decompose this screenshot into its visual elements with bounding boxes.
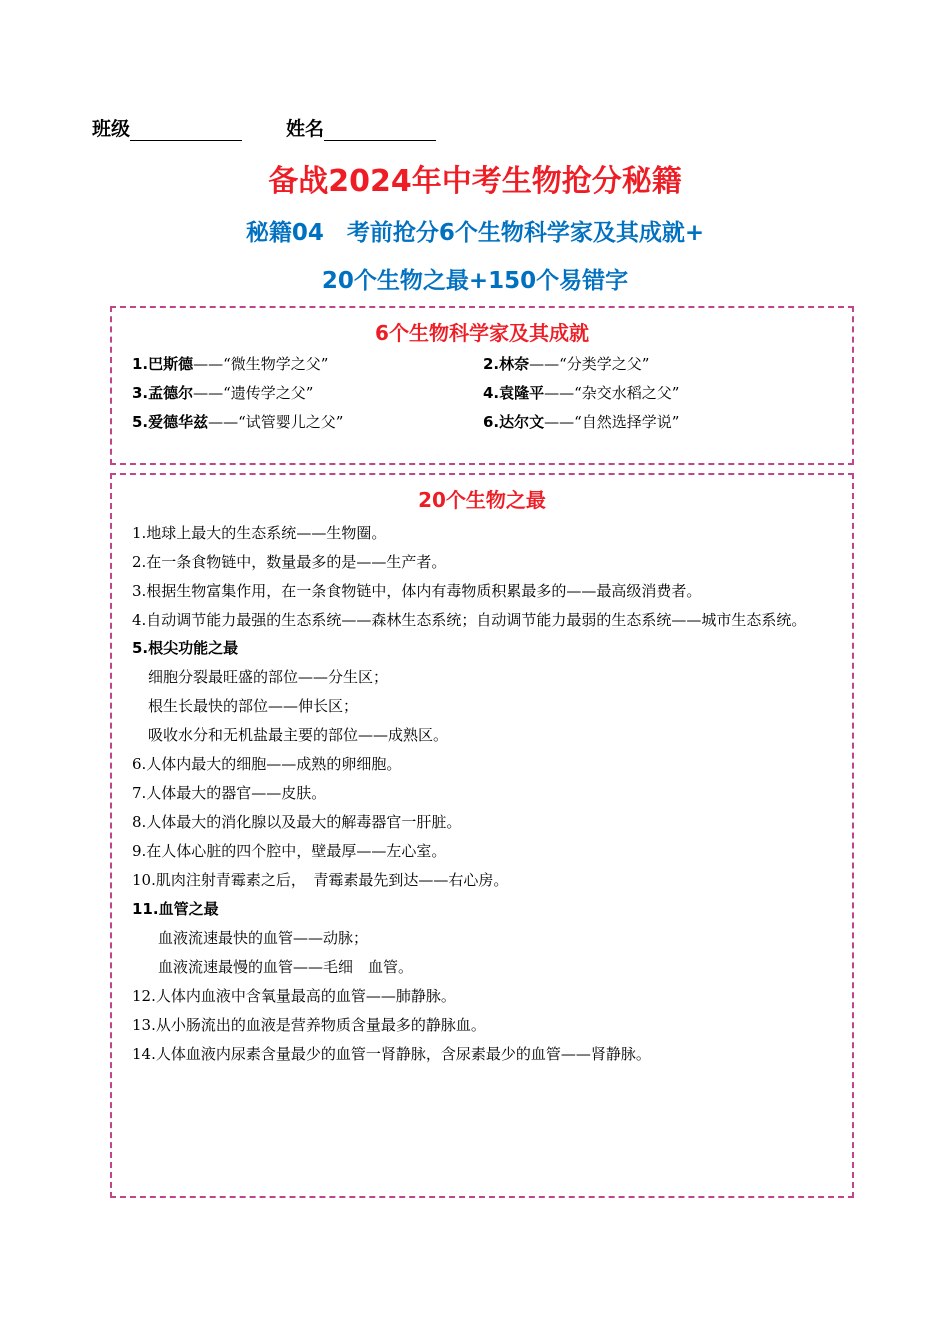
class-label: 班级	[92, 118, 131, 140]
subtitle-line-1: 秘籍04 考前抢分6个生物科学家及其成就+	[245, 220, 705, 246]
scientist-item	[483, 353, 834, 376]
records-list	[132, 519, 848, 1069]
scientist-item	[132, 411, 483, 434]
list-subitem: 根生长最快的部位——伸长区；	[148, 697, 359, 715]
scientist-name: 3.孟德尔	[132, 384, 194, 402]
list-item: 6.人体内最大的细胞——成熟的卵细胞。	[132, 755, 402, 773]
list-subitem: 血液流速最慢的血管——毛细 血管。	[158, 958, 414, 976]
student-info-line	[92, 114, 480, 141]
scientist-desc: ——“遗传学之父”	[193, 384, 314, 402]
scientist-desc: ——“试管婴儿之父”	[208, 413, 344, 431]
list-item: 13.从小肠流出的血液是营养物质含量最多的静脉血。	[132, 1016, 486, 1034]
scientist-desc: ——“微生物学之父”	[193, 355, 329, 373]
list-item: 10.肌肉注射青霉素之后， 青霉素最先到达——右心房。	[132, 871, 509, 889]
list-item-heading: 5.根尖功能之最	[132, 639, 239, 657]
scientist-name: 1.巴斯德	[132, 355, 194, 373]
list-subitem: 吸收水分和无机盐最主要的部位——成熟区。	[148, 726, 449, 744]
scientist-name: 5.爱德华兹	[132, 413, 209, 431]
subtitle-line-2: 20个生物之最+150个易错字	[321, 268, 629, 294]
list-item: 14.人体血液内尿素含量最少的血管一肾静脉，含尿素最少的血管——肾静脉。	[132, 1045, 651, 1063]
scientists-list	[132, 353, 842, 434]
scientists-box-title: 6个生物科学家及其成就	[375, 321, 589, 345]
scientist-name: 4.袁隆平	[483, 384, 545, 402]
records-box-title: 20个生物之最	[418, 488, 546, 512]
name-label: 姓名	[286, 118, 325, 140]
scientist-desc: ——“自然选择学说”	[544, 413, 680, 431]
list-item: 8.人体最大的消化腺以及最大的解毒器官一肝脏。	[132, 813, 462, 831]
list-item: 3.根据生物富集作用，在一条食物链中，体内有毒物质积累最多的——最高级消费者。	[132, 582, 702, 600]
scientist-name: 2.林奈	[483, 355, 530, 373]
list-subitem: 血液流速最快的血管——动脉；	[158, 929, 369, 947]
name-blank[interactable]	[324, 122, 436, 141]
list-item: 12.人体内血液中含氧量最高的血管——肺静脉。	[132, 987, 456, 1005]
list-subitem: 细胞分裂最旺盛的部位——分生区；	[148, 668, 389, 686]
list-item: 4.自动调节能力最强的生态系统——森林生态系统；自动调节能力最弱的生态系统——城市生态系统。	[132, 611, 807, 629]
scientist-item	[132, 382, 483, 405]
scientist-desc: ——“分类学之父”	[529, 355, 650, 373]
scientist-item	[483, 382, 834, 405]
list-item: 7.人体最大的器官——皮肤。	[132, 784, 327, 802]
scientist-desc: ——“杂交水稻之父”	[544, 384, 680, 402]
list-item: 2.在一条食物链中，数量最多的是——生产者。	[132, 553, 447, 571]
list-item-heading: 11.血管之最	[132, 900, 219, 918]
class-blank[interactable]	[130, 122, 242, 141]
scientists-box	[110, 306, 854, 465]
records-box	[110, 473, 854, 1198]
scientist-item	[132, 353, 483, 376]
scientist-name: 6.达尔文	[483, 413, 545, 431]
list-item: 1.地球上最大的生态系统——生物圈。	[132, 524, 387, 542]
page-title: 备战2024年中考生物抢分秘籍	[268, 164, 682, 199]
list-item: 9.在人体心脏的四个腔中，壁最厚——左心室。	[132, 842, 447, 860]
scientist-item	[483, 411, 834, 434]
